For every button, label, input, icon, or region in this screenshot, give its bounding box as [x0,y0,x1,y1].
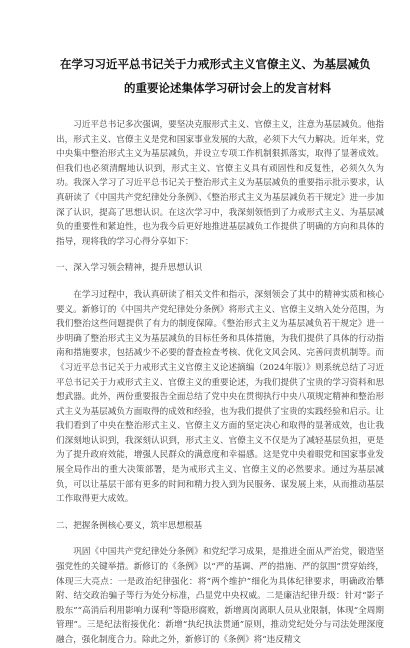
section-1-heading: 一、深入学习领会精神，提升思想认识 [56,263,203,274]
section-1-paragraph: 在学习过程中，我认真研读了相关文件和指示，深刻领会了其中的精神实质和核心要义。新修订的《中国共产党纪律处分条例》将形式主义、官僚主义纳入处分范围，为我们整治这些问题提供了有力的制度保障。《整治形式主义为基层减负若干规定》进一步明确了整治形式主义为基层减负的目标任务和具体措施，为我们提供了具体的行动指南和措施要求，包括减少不必要的督查检查考核、优化文风会风、完善问责机制等。而《习近平总书记关于力戒形式主义官僚主义论述摘编（2024年版）》则系统总结了习近平总书记关于力戒形式主义、官僚主义的重要论述，为我们提供了宝贵的学习资料和思想武器。此外，两份重要报告全面总结了党中央在贯彻执行中央八项规定精神和整治形式主义为基层减负方面取得的成效和经验，也为我们提供了宝贵的实践经验和启示。让我们看到了中央在整治形式主义、官僚主义方面的坚定决心和取得的显著成效，也让我们深刻地认识到，我深刻认识到，形式主义、官僚主义不仅是为了减轻基层负担，更是为了提升政府效能，增强人民群众的满意度和幸福感。这是党中央着眼党和国家事业发展全局作出的重大决策部署，是为戒形式主义、官僚主义的必然要求。通过为基层减负，可以让基层干部有更多的时间和精力投入到为民服务、谋发展上来，从而推动基层工作取得更大成效。 [56,289,384,505]
title-line-2: 的重要论述集体学习研讨会上的发言材料 [124,81,331,95]
section-2-paragraph: 巩固《中国共产党纪律处分条例》和党纪学习成果，是推进全面从严治党，锻造坚强党性的关键举措。新修订的《条例》以“严的基调、严的措施、严的氛围”贯穿始终，体现三大亮点：一是政治纪律强化：将“两个维护”细化为具体纪律要求，明确政治攀附、结交政治骗子等行为处分标准，凸显党中央权威。二是廉洁纪律升级：针对“影子股东”“高消后利用影响力谋利”等隐形腐败，新增离岗离职人员从业限制，体现“全周期管理”。三是纪法衔接优化：新增“执纪执法贯通”原则，推动党纪处分与司法处理深度融合，强化制度合力。除此之外，新修订的《条例》将“违反精文 [56,547,384,645]
intro-paragraph: 习近平总书记多次强调，要坚决克服形式主义、官僚主义，注意为基层减负。他指出，形式主义、官僚主义是党和国家事业发展的大敌，必须下大气力解决。近年来，党中央集中整治形式主义为基层减负，并设立专项工作机制狠抓落实，取得了显著成效。但我们也必须清醒地认识到，形式主义、官僚主义具有顽固性和反复性，必须久久为功。我深入学习了习近平总书记关于整治形式主义为基层减负的重要指示批示要求，认真研读了《中国共产党纪律处分条例》、《整治形式主义为基层减负若干规定》进一步加深了认识，提高了思想认识。在这次学习中，我深刻领悟到了力戒形式主义、为基层减负的重要性和紧迫性，也为我今后更好地推进基层减负工作提供了明确的方向和具体的指导，现将我的学习心得分享如下： [56,120,384,247]
section-2-heading: 二、把握条例核心要义，筑牢思想根基 [56,520,203,531]
title-line-1: 在学习习近平总书记关于力戒形式主义官僚主义、为基层减负 [60,57,371,71]
document-title [56,52,384,100]
